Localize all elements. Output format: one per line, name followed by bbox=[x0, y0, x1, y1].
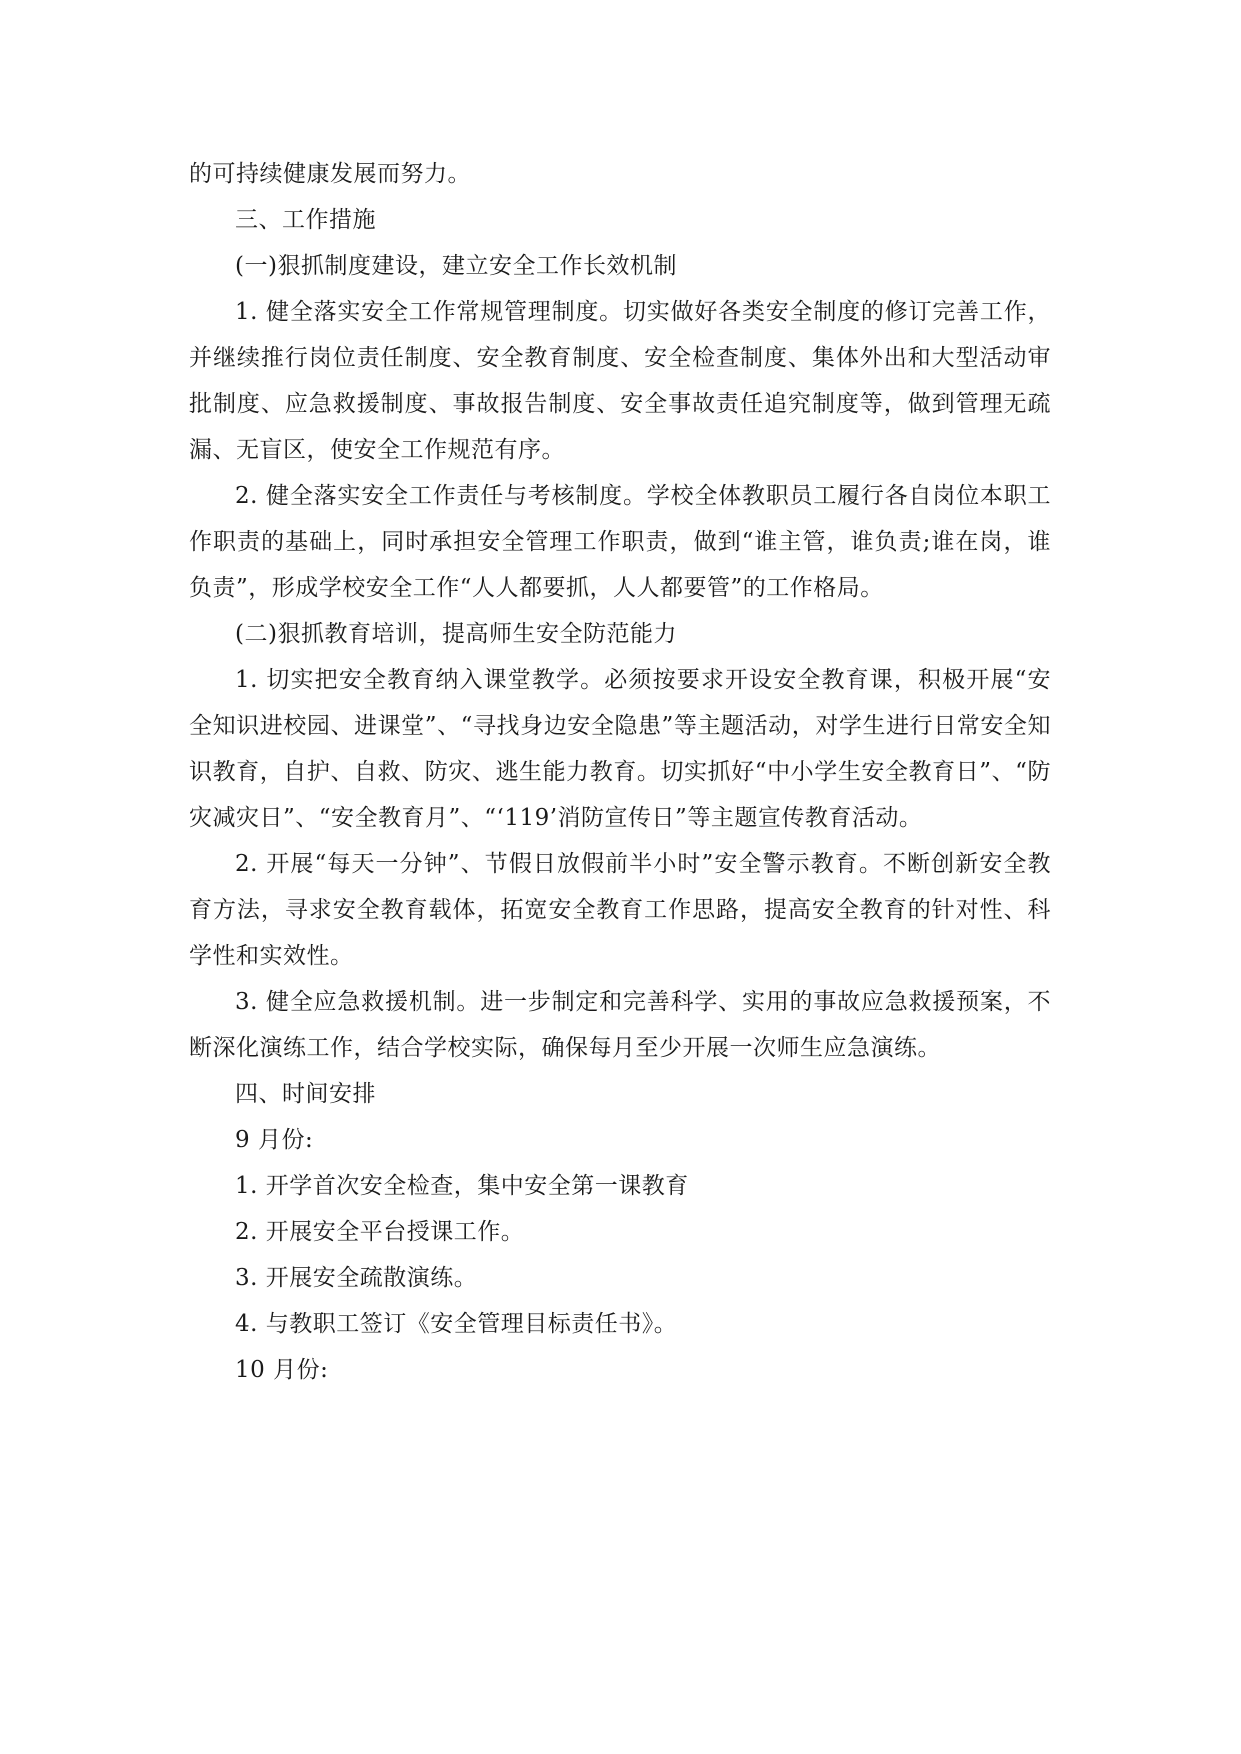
paragraph-warning-education: 2. 开展“每天一分钟”、节假日放假前半小时”安全警示教育。不断创新安全教育方法，寻求安全教育载体，拓宽安全教育工作思路，提高安全教育的针对性、科学性和实效性。 bbox=[189, 851, 1051, 969]
paragraph-responsibility-assessment: 2. 健全落实安全工作责任与考核制度。学校全体教职员工履行各自岗位本职工作职责的基础上，同时承担安全管理工作职责，做到“谁主管，谁负责;谁在岗，谁负责”，形成学校安全工作“人人都要抓，人人都要管”的工作格局。 bbox=[189, 483, 1051, 601]
section-heading-schedule: 四、时间安排 bbox=[235, 1081, 376, 1107]
paragraph-classroom-teaching: 1. 切实把安全教育纳入课堂教学。必须按要求开设安全教育课，积极开展“安全知识进校园、进课堂”、“寻找身边安全隐患”等主题活动，对学生进行日常安全知识教育，自护、自救、防灾、逃生能力教育。切实抓好“中小学生安全教育日”、“防灾减灾日”、“安全教育月”、“‘119’消防宣传日”等主题宣传教育活动。 bbox=[189, 667, 1051, 831]
list-item-sept-4: 4. 与教职工签订《安全管理目标责任书》。 bbox=[235, 1311, 678, 1337]
subsection-heading-system-building: (一)狠抓制度建设，建立安全工作长效机制 bbox=[235, 253, 677, 279]
paragraph-routine-management: 1. 健全落实安全工作常规管理制度。切实做好各类安全制度的修订完善工作，并继续推行岗位责任制度、安全教育制度、安全检查制度、集体外出和大型活动审批制度、应急救援制度、事故报告制度、安全事故责任追究制度等，做到管理无疏漏、无盲区，使安全工作规范有序。 bbox=[189, 299, 1051, 463]
month-heading-october: 10 月份: bbox=[235, 1357, 329, 1383]
paragraph-emergency-mechanism: 3. 健全应急救援机制。进一步制定和完善科学、实用的事故应急救援预案，不断深化演练工作，结合学校实际，确保每月至少开展一次师生应急演练。 bbox=[189, 989, 1051, 1061]
list-item-sept-2: 2. 开展安全平台授课工作。 bbox=[235, 1219, 525, 1245]
month-heading-september: 9 月份: bbox=[235, 1127, 314, 1153]
document-body bbox=[189, 151, 1051, 1393]
subsection-heading-education-training: (二)狠抓教育培训，提高师生安全防范能力 bbox=[235, 621, 677, 647]
list-item-sept-1: 1. 开学首次安全检查，集中安全第一课教育 bbox=[235, 1173, 689, 1199]
list-item-sept-3: 3. 开展安全疏散演练。 bbox=[235, 1265, 478, 1291]
paragraph-continuation: 的可持续健康发展而努力。 bbox=[189, 161, 471, 187]
section-heading-measures: 三、工作措施 bbox=[235, 207, 376, 233]
